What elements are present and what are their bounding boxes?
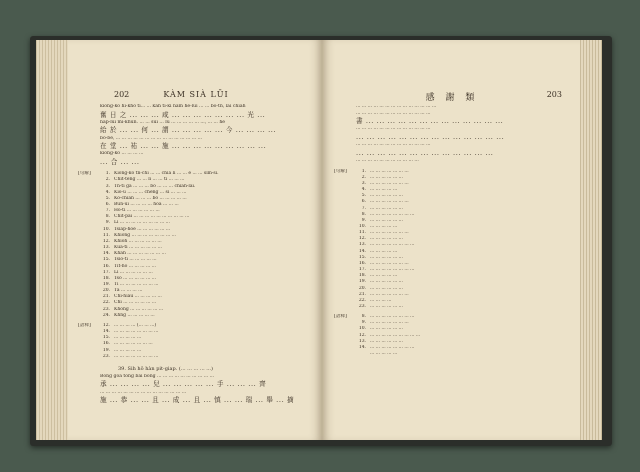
note-row: 10. ... ... ... ... ... bbox=[358, 223, 398, 229]
note-row: 9. Lí ... ... ... ... ... ... ... ... ... bbox=[105, 220, 170, 226]
right-para-line: ... ... ... ... ... ... ... ... ... ... ... ... ... bbox=[356, 148, 494, 157]
note-row: 12. ... ... ... ... ... ... bbox=[358, 236, 403, 242]
note-row: 10. Tsiap-hóe ... ... ... ... ... ... bbox=[102, 226, 171, 232]
note-row: 21. Chí-hiau ... ... ... ... ... bbox=[102, 294, 162, 300]
left-para-line: ... 合 ... ... bbox=[100, 157, 140, 166]
section-para-line: Bông góa tông bāi bông ... ... ... ... ... ... ... ... ... ... bbox=[100, 373, 215, 379]
right-para-line: ... ... ... ... ... ... ... ... ... ... ... ... ... bbox=[356, 142, 431, 148]
note-row: 5. ... ... ... ... ... ... bbox=[361, 193, 403, 199]
right-para-line: ... ... ... ... ... ... ... ... ... ... ... ... ... bbox=[356, 126, 431, 132]
note2-row: [語釋] 8. ... ... ... ... ... ... ... ... bbox=[334, 314, 415, 320]
note-row: 20. Tâ ... ... ... ... bbox=[102, 288, 143, 294]
right-notes-list bbox=[334, 169, 570, 311]
notes2-label: [語釋] bbox=[78, 322, 91, 328]
note2-row: 16. ... ... ... ... ... ... ... bbox=[102, 341, 153, 347]
note-row: 7. ... ... ... ... ... ... bbox=[361, 205, 403, 211]
note-row: 4. ... ... ... ... ... bbox=[361, 187, 398, 193]
note2-row: 9. ... ... ... ... ... ... ... bbox=[361, 320, 409, 326]
note2-row: 13. ... ... ... ... ... ... bbox=[358, 338, 403, 344]
notes2-label: [語釋] bbox=[334, 314, 347, 320]
page-edges-right bbox=[578, 40, 602, 440]
note-row: 6. ... ... ... ... ... ... ... bbox=[361, 199, 409, 205]
note-row: 24. Khng ... ... ... ... ... bbox=[102, 312, 155, 318]
right-running-head: 感 謝 類 bbox=[425, 93, 479, 103]
note-row: 15. ... ... ... ... ... ... bbox=[358, 254, 403, 260]
right-para-line: ... ... ... ... ... ... ... ... ... ... ... ... ... ... bbox=[356, 104, 437, 109]
note-row: 18. ... ... ... ... ... bbox=[358, 273, 398, 279]
right-para-line: ... ... ... ... ... ... ... ... ... ... ... ... ... ... bbox=[356, 132, 505, 141]
note-row: 14. Khah ... ... ... ... ... ... ... bbox=[102, 251, 166, 257]
note-row: 23. ... ... ... ... ... ... bbox=[358, 304, 403, 310]
note-row: 16. Tit-hō ... ... ... ... ... bbox=[102, 263, 156, 269]
note2-row: 15. ... ... ... ... ... bbox=[102, 335, 142, 341]
note-row: 15. Tsio-ti ... ... ... ... ... bbox=[102, 257, 157, 263]
note-row: 13. ... ... ... ... ... ... ... ... bbox=[358, 242, 415, 248]
note-row: 9. ... ... ... ... ... ... bbox=[361, 217, 403, 223]
note-row: 5. Ko-chiân ... ... ... bô ... ... ... ... ... bbox=[105, 195, 187, 201]
note-row: 4. Kiò-ū ... ... ... chêng ... sī ... ... ... bbox=[105, 189, 187, 195]
left-para-line: bô-bē, ... ... ... ... ... ... ... ... ... ... ... ... ... ... ... bbox=[100, 135, 202, 141]
note2-row: 14. ... ... ... ... ... ... ... ... bbox=[102, 329, 159, 335]
note2-row: [語釋] 12. ... ... ... ... (... ... ...) bbox=[78, 322, 157, 328]
note-row: 16. ... ... ... ... ... ... ... bbox=[358, 260, 409, 266]
section-title: 39. Sih hô hàn pit-giap. (... ... ... ... ...) bbox=[118, 365, 213, 372]
note-row: 12. Khioh ... ... ... ... ... ... bbox=[102, 238, 162, 244]
note-row: 20. ... ... ... ... ... ... bbox=[358, 285, 403, 291]
left-page bbox=[68, 40, 322, 440]
note2-row: 14. ... ... ... ... ... ... ... ... bbox=[358, 344, 415, 350]
note2-row: ... ... ... ... ... bbox=[370, 351, 398, 357]
section-para-line: ... ... ... ... ... ... ... ... ... ... ... ... ... ... ... bbox=[100, 389, 187, 395]
note2-row: 12. ... ... ... ... ... ... ... ... ... bbox=[358, 332, 421, 338]
note2-row: 23. ... ... ... ... ... ... ... ... bbox=[102, 353, 159, 359]
note-row: 19. Tí ... ... ... ... ... ... ... bbox=[102, 282, 159, 287]
right-page bbox=[322, 40, 580, 440]
left-para-line: kiòng-kò ... ... ... ... bbox=[100, 151, 144, 157]
note-row: 2. Chit-téng ... ... lí ... ... tì ... ... ... bbox=[105, 177, 185, 183]
right-page-number: 203 bbox=[546, 90, 562, 99]
notes-label: [句解] bbox=[78, 171, 91, 177]
note2-row: 19. ... ... ... ... ... bbox=[102, 347, 142, 353]
note-row: 14. ... ... ... ... ... bbox=[358, 248, 398, 254]
left-page-header bbox=[78, 84, 314, 104]
left-running-head: KÀM SIÀ LŪI bbox=[163, 90, 229, 99]
left-para-line: 奮 日 之 ... ... ... 咸 ... ... ... ... ... ... ... 光 ... bbox=[100, 110, 266, 119]
note-row: 6. Bun-ūi ... ... ... ... hôa ... ... ... bbox=[105, 201, 179, 207]
note-row: 19. ... ... ... ... ... ... bbox=[358, 279, 403, 285]
left-notes-list bbox=[78, 171, 314, 319]
note2-row: 10. ... ... ... ... ... ... bbox=[358, 326, 403, 332]
note-row: [句解] 1. ... ... ... ... ... ... ... bbox=[334, 168, 409, 174]
note-row: 17. Lí ... ... ... ... ... ... bbox=[102, 269, 153, 275]
note-row: 7. Ho-ti ... ... ... ... ... ... bbox=[105, 208, 160, 214]
note-row: 21. ... ... ... ... ... ... ... bbox=[358, 291, 409, 297]
notes-label: [句解] bbox=[334, 168, 347, 174]
note-row: 22. Chi ... ... ... ... ... ... bbox=[102, 300, 157, 306]
section-para-line: 施 ... 恭 ... ... 且 ... 成 ... 且 ... 慎 ... ... 瑞 ... 舉 ... 摘 bbox=[100, 396, 295, 405]
note-row: 8. Chit-pái ... ... ... ... ... ... ... ... ... ... bbox=[105, 214, 190, 220]
note-row: 17. ... ... ... ... ... ... ... ... bbox=[358, 267, 415, 273]
left-page-number: 202 bbox=[114, 90, 130, 99]
note-row: 2. ... ... ... ... ... ... bbox=[361, 174, 403, 180]
left-para-line: hap-lūi mi-khûn. ... ... sui ... lu ... ... ... ... ... ..., ... ... hê bbox=[100, 119, 226, 125]
note-row: 23. Khóng ... ... ... ... ... ... bbox=[102, 306, 164, 312]
note-row: 18. Tsô ... ... ... ... ... ... bbox=[102, 275, 157, 281]
note-row: 13. Kua-ti ... ... ... ... ... ... bbox=[102, 245, 162, 251]
right-notes2-list bbox=[334, 314, 570, 357]
right-para-line: ... ... ... ... ... ... ... ... ... ... ... ... ... bbox=[356, 110, 431, 116]
left-para-line: kiòng-kò hî-kho ti... ... kah ti-ki hàm hê-lūi ... ... bô-tn, lâi chiah bbox=[100, 104, 246, 109]
right-para-line: 書 ... ... ... ... ... ... ... ... ... ... ... ... ... bbox=[356, 117, 504, 126]
right-para-line: ... ... ... ... ... ... ... ... ... ... ... bbox=[356, 157, 419, 163]
left-para-line: 給 於 ... ... 何 ... 謂 ... ... ... ... ... 今 ... ... ... ... bbox=[100, 126, 277, 135]
note-row: 11. Khióng ... ... ... ... ... ... ... ... bbox=[102, 232, 176, 238]
note-row: 3. Tn-ti gâ ... ... ... bô ... ... ... chiah-lâi. bbox=[105, 183, 196, 189]
left-notes2-list bbox=[78, 323, 314, 360]
note-row: 3. ... ... ... ... ... ... ... bbox=[361, 180, 409, 186]
left-para-line: 在 堂 ... 祐 ... ... 施 ... ... ... ... ... ... ... ... ... bbox=[100, 142, 267, 151]
note-row: 11. ... ... ... ... ... ... ... bbox=[358, 230, 409, 236]
page-edges-left bbox=[36, 40, 70, 440]
section-para-line: 承 ... ... ... ... 兒 ... ... ... ... ... 手 ... ... ... 齊 bbox=[100, 380, 267, 389]
right-page-header bbox=[334, 84, 570, 104]
note-row: 22. ... ... ... ... bbox=[358, 297, 392, 303]
note-row: 8. ... ... ... ... ... ... ... ... bbox=[361, 211, 415, 217]
note-row: [句解] 1. Kióng-kò tn-chi ... ... chia lí ... ... ê ... ... sim-sī. bbox=[78, 171, 219, 177]
